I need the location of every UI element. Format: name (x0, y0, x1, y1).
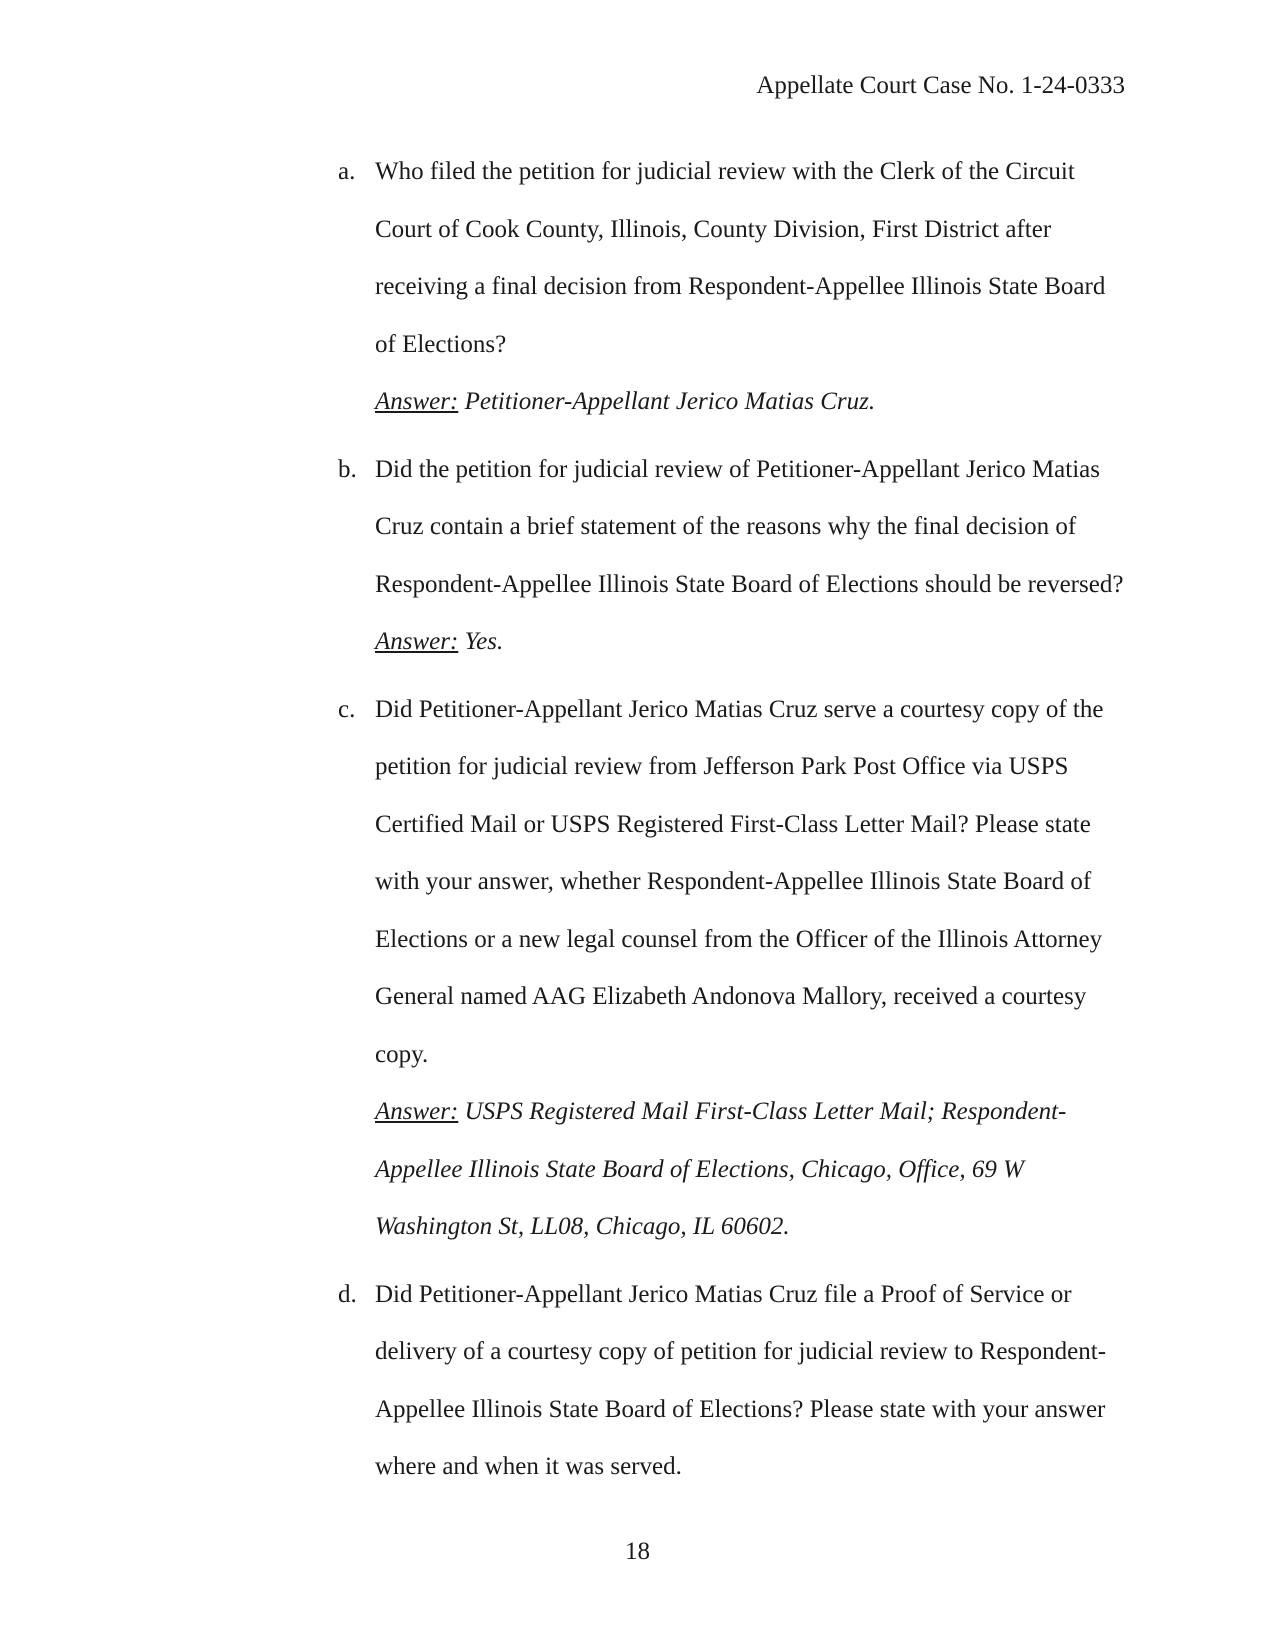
case-number-header: Appellate Court Case No. 1-24-0333 (756, 72, 1125, 99)
question-letter: b. (338, 455, 357, 483)
question-text: Did Petitioner-Appellant Jerico Matias Cruz file a Proof of Service or delivery of a courtesy copy of petition for judicial review to Respondent-Appellee Illinois State Board of Elections? Please state with your answer where and when it was served. (375, 1280, 1107, 1480)
answer-text: Yes. (464, 628, 504, 655)
question-text: Did the petition for judicial review of Petitioner-Appellant Jerico Matias Cruz contain a brief statement of the reasons why the final decision of Respondent-Appellee Illinois State Board of Elections should be reversed? (375, 455, 1124, 598)
question-c (338, 681, 1130, 1256)
question-list (338, 143, 1130, 1506)
answer (375, 1083, 1130, 1256)
answer (375, 373, 1130, 431)
answer-label: Answer: (375, 1098, 459, 1125)
question-text: Did Petitioner-Appellant Jerico Matias Cruz serve a courtesy copy of the petition for judicial review from Jefferson Park Post Office via USPS Certified Mail or USPS Registered First-Class Letter Mail? Please state with your answer, whether Respondent-Appellee Illinois State Board of Elections or a new legal counsel from the Officer of the Illinois Attorney General named AAG Elizabeth Andonova Mallory, received a courtesy copy. (375, 695, 1104, 1068)
question-b (338, 441, 1130, 671)
question-d (338, 1266, 1130, 1496)
page-number: 18 (625, 1538, 650, 1565)
question-letter: a. (338, 158, 356, 185)
question-letter: c. (338, 695, 356, 723)
answer-text: Petitioner-Appellant Jerico Matias Cruz. (464, 388, 876, 415)
question-text: Who filed the petition for judicial review with the Clerk of the Circuit Court of Cook County, Illinois, County Division, First District after receiving a final decision from Respondent-Appellee Illinois State Board of Elections? (375, 158, 1106, 358)
answer (375, 613, 1130, 671)
answer-text: USPS Registered Mail First-Class Letter Mail; Respondent-Appellee Illinois State Board of Elections, Chicago, Office, 69 W Washington St, LL08, Chicago, IL 60602. (375, 1098, 1067, 1240)
question-letter: d. (338, 1280, 357, 1308)
question-a (338, 143, 1130, 431)
answer-label: Answer: (375, 388, 459, 415)
answer-label: Answer: (375, 628, 459, 655)
